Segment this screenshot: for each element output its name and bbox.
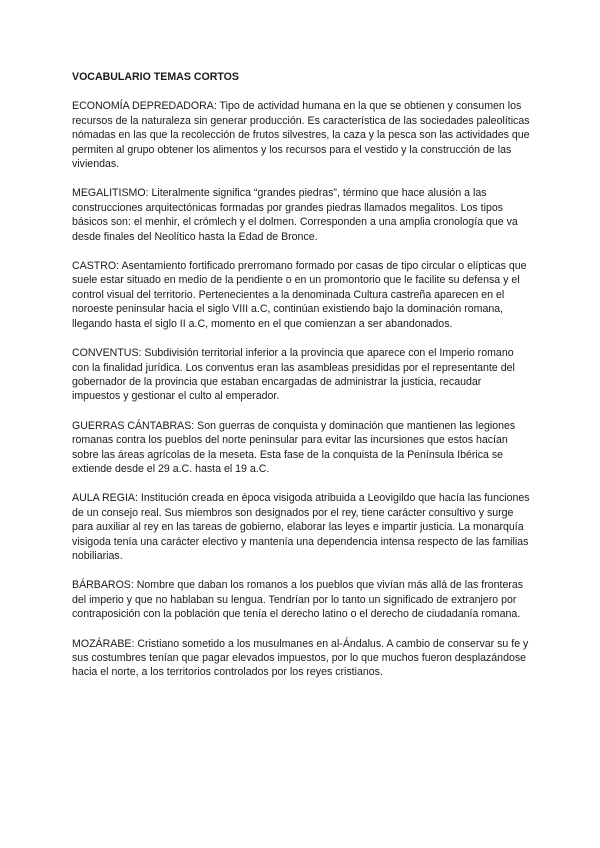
entry-megalitismo: MEGALITISMO: Literalmente significa “grandes piedras”, término que hace alusión a las construcciones arquitectónicas formadas por grandes piedras llamados megalitos. Los tipos básicos son: el menhir, el crómlech y el dolmen. Corresponden a una amplia cronología que va desde finales del Neolítico hasta la Edad de Bronce.	[72, 187, 518, 243]
document-body	[72, 70, 532, 695]
entry-economia-depredadora: ECONOMÍA DEPREDADORA: Tipo de actividad humana en la que se obtienen y consumen los recursos de la naturaleza sin generar producción. Es característica de las sociedades paleolíticas nómadas en las que la recolección de frutos silvestres, la caza y la pesca son las actividades que permiten al grupo obtener los alimentos y los recursos para el vestido y la construcción de las viviendas.	[72, 100, 530, 171]
entry-mozarabe: MOZÁRABE: Cristiano sometido a los musulmanes en al-Ándalus. A cambio de conservar su fe y sus costumbres tenían que pagar elevados impuestos, por lo que muchos fueron desplazándose hacia el norte, a los territorios controlados por los reyes cristianos.	[72, 637, 529, 679]
document-title: VOCABULARIO TEMAS CORTOS	[72, 71, 239, 83]
entry-barbaros: BÁRBAROS: Nombre que daban los romanos a los pueblos que vivían más allá de las fronteras del imperio y que no hablaban su lengua. Tendrían por lo tanto un significado de extranjero por contraposición con la población que tenía el derecho latino o el derecho de ciudadanía romana.	[72, 579, 524, 621]
entry-castro: CASTRO: Asentamiento fortificado prerromano formado por casas de tipo circular o elípticas que suele estar situado en medio de la pendiente o en un promontorio que le facilite su defensa y el control visual del territorio. Pertenecientes a la denominada Cultura castreña aparecen en el noroeste peninsular hacia el siglo VIII a.C, continúan existiendo bajo la dominación romana, llegando hasta el siglo II a.C, momento en el que comienzan a ser abandonados.	[72, 260, 527, 330]
entry-guerras-cantabras: GUERRAS CÁNTABRAS: Son guerras de conquista y dominación que mantienen las legiones romanas contra los pueblos del norte peninsular para evitar las incursiones que estos hacían sobre las áreas agrícolas de la meseta. Esta fase de la conquista de la Península Ibérica se extiende desde el 29 a.C. hasta el 19 a.C.	[72, 419, 516, 475]
entry-conventus: CONVENTUS: Subdivisión territorial inferior a la provincia que aparece con el Imperio romano con la finalidad jurídica. Los conventus eran las asambleas presididas por el representante del gobernador de la provincia que estaban encargadas de administrar la justicia, recaudar impuestos y gestionar el culto al emperador.	[72, 347, 515, 403]
entry-aula-regia: AULA REGIA: Institución creada en época visigoda atribuida a Leovigildo que hacía las funciones de un consejo real. Sus miembros son designados por el rey, tiene carácter consultivo y surge para auxiliar al rey en las tareas de gobierno, elaborar las leyes e impartir justicia. La monarquía visigoda tenía una carácter electivo y mantenía una dependencia intensa respecto de las familias nobiliarias.	[72, 492, 530, 562]
